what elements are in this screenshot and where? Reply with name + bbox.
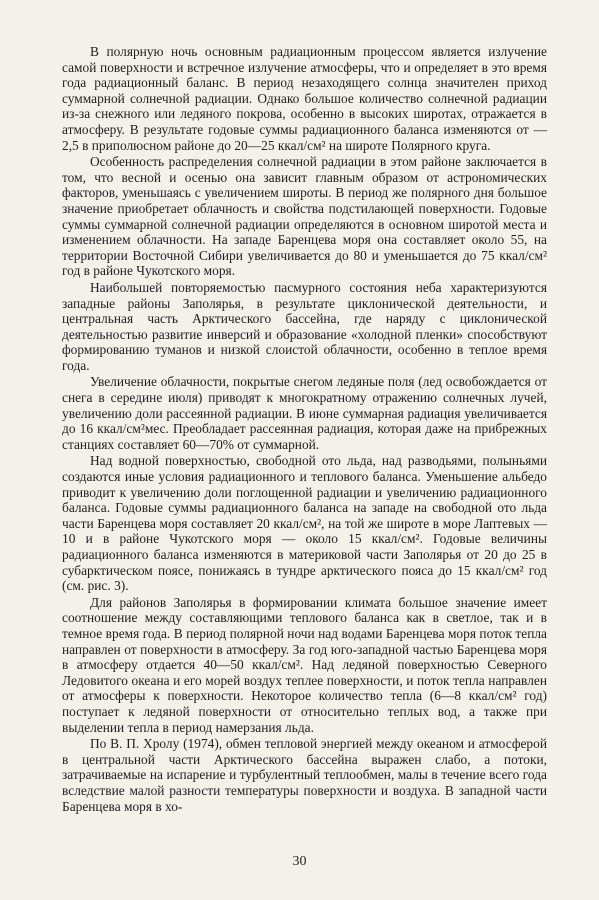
paragraph-4: Увеличение облачности, покрытые снегом ледяные поля (лед освобождается от снега в середине июля) приводят к многократному отражению солнечных лучей, увеличению доли рассеянной радиации. В июне суммарная радиация увеличивается до 16 ккал/см²мес. Преобладает рассеянная радиация, которая даже на прибрежных станциях составляет 60—70% от суммарной. bbox=[62, 374, 547, 452]
paragraph-3: Наибольшей повторяемостью пасмурного состояния неба характеризуются западные районы Заполярья, в результате циклонической деятельности, и центральная часть Арктического бассейна, где наряду с циклонической деятельностью развитие инверсий и образование «холодной пленки» способствуют формированию туманов и низкой слоистой облачности, особенно в теплое время года. bbox=[62, 279, 547, 373]
page-number: 30 bbox=[292, 854, 307, 869]
paragraph-5: Над водной поверхностью, свободной ото льда, над разводьями, полыньями создаются иные условия радиационного и теплового баланса. Уменьшение альбедо приводит к увеличению доли поглощенной радиации и увеличению радиационного баланса. Годовые суммы радиационного баланса на западе на свободной ото льда части Баренцева моря составляет 20 ккал/см², на той же широте в море Лаптевых — 10 и в районе Чукотского моря — около 15 ккал/см². Годовые величины радиационного баланса изменяются в материковой части Заполярья от 20 до 25 в субарктическом поясе, понижаясь в тундре арктического пояса до 15 ккал/см² год (см. рис. 3). bbox=[62, 453, 547, 594]
body-text bbox=[62, 44, 547, 814]
paragraph-6: Для районов Заполярья в формировании климата большое значение имеет соотношение между составляющими теплового баланса как в светлое, так и в темное время года. В период полярной ночи над водами Баренцева моря поток тепла направлен от поверхности в атмосферу. За год юго-западной частью Баренцева моря в атмосферу отдается 40—50 ккал/см². Над ледяной поверхностью Северного Ледовитого океана и его морей воздух теплее поверхности, и поток тепла направлен от атмосферы к поверхности. Некоторое количество тепла (6—8 ккал/см² год) поступает к ледяной поверхности от относительно теплых вод, а также при выделении тепла в период намерзания льда. bbox=[62, 594, 547, 735]
paragraph-2: Особенность распределения солнечной радиации в этом районе заключается в том, что весной и осенью она зависит главным образом от астрономических факторов, уменьшаясь с увеличением широты. В период же полярного дня большое значение приобретает облачность и свойства подстилающей поверхности. Годовые суммы суммарной солнечной радиации определяются в основном широтой места и изменением облачности. На западе Баренцева моря она составляет около 55, на территории Восточной Сибири увеличивается до 80 и уменьшается до 75 ккал/см² год в районе Чукотского моря. bbox=[62, 154, 547, 279]
paragraph-7: По В. П. Хролу (1974), обмен тепловой энергией между океаном и атмосферой в центральной части Арктического бассейна выражен слабо, а потоки, затрачиваемые на испарение и турбулентный теплообмен, малы в течение всего года вследствие малой разности температуры поверхности и воздуха. В западной части Баренцева моря в хо- bbox=[62, 736, 547, 814]
paragraph-1: В полярную ночь основным радиационным процессом является излучение самой поверхности и встречное излучение атмосферы, что и определяет в это время года радиационный баланс. В период незаходящего солнца значителен приход суммарной солнечной радиации. Однако большое количество солнечной радиации из-за снежного или ледяного покрова, особенно в высоких широтах, отражается в атмосферу. В результате годовые суммы радиационного баланса изменяются от —2,5 в приполюсном районе до 20—25 ккал/см² на широте Полярного круга. bbox=[62, 44, 547, 153]
